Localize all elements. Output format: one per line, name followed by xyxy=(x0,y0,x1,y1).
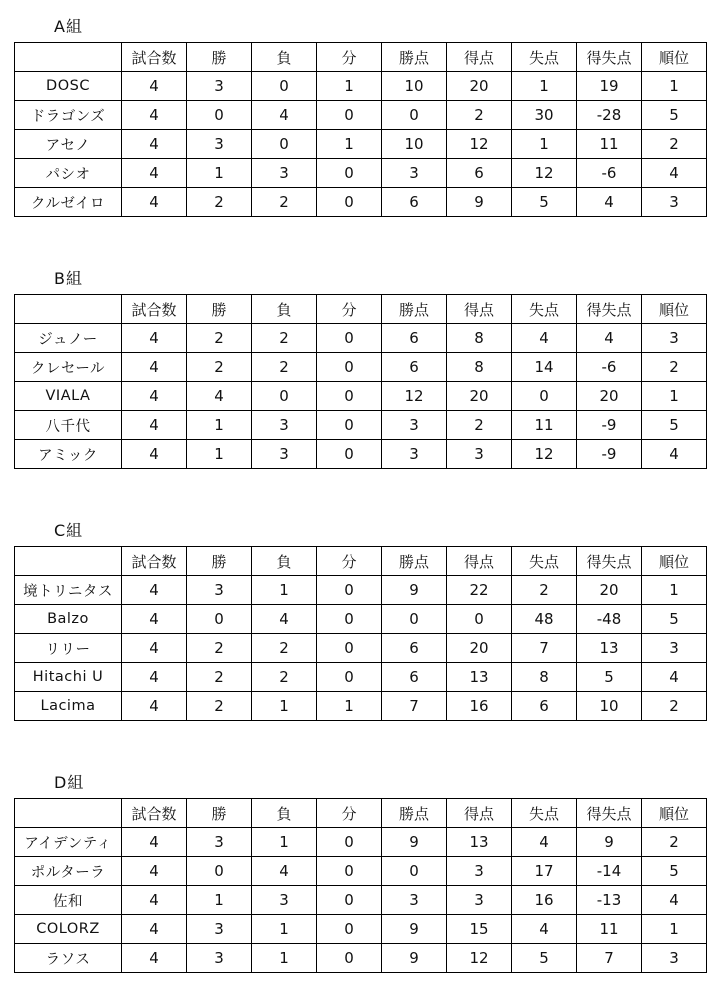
table-row xyxy=(15,634,707,663)
losses-cell: 4 xyxy=(252,605,317,634)
goal-difference-cell: 20 xyxy=(577,382,642,411)
group-title: A組 xyxy=(54,17,83,36)
team-name-cell: 境トリニタス xyxy=(15,576,122,605)
table-row xyxy=(15,188,707,217)
table-row xyxy=(15,576,707,605)
losses-cell: 0 xyxy=(252,130,317,159)
column-header-draws: 分 xyxy=(317,547,382,576)
goals-for-cell: 20 xyxy=(447,634,512,663)
column-header-rank: 順位 xyxy=(642,547,707,576)
team-name-cell: リリー xyxy=(15,634,122,663)
losses-cell: 2 xyxy=(252,324,317,353)
goals-for-cell: 3 xyxy=(447,440,512,469)
goals-for-cell: 2 xyxy=(447,101,512,130)
goals-against-cell: 17 xyxy=(512,857,577,886)
losses-cell: 4 xyxy=(252,857,317,886)
table-row xyxy=(15,663,707,692)
wins-cell: 1 xyxy=(187,411,252,440)
goal-difference-cell: 11 xyxy=(577,915,642,944)
draws-cell: 1 xyxy=(317,72,382,101)
points-cell: 10 xyxy=(382,72,447,101)
draws-cell: 0 xyxy=(317,576,382,605)
wins-cell: 3 xyxy=(187,944,252,973)
goals-for-cell: 13 xyxy=(447,663,512,692)
goals-against-cell: 11 xyxy=(512,411,577,440)
goal-difference-cell: 13 xyxy=(577,634,642,663)
rank-cell: 4 xyxy=(642,886,707,915)
rank-cell: 4 xyxy=(642,440,707,469)
column-header-points: 勝点 xyxy=(382,547,447,576)
goals-against-cell: 4 xyxy=(512,324,577,353)
games-played-cell: 4 xyxy=(122,411,187,440)
rank-cell: 2 xyxy=(642,130,707,159)
column-header-goals-for: 得点 xyxy=(447,295,512,324)
header-blank-cell xyxy=(15,43,122,72)
standings-table xyxy=(14,798,707,973)
goals-against-cell: 16 xyxy=(512,886,577,915)
rank-cell: 4 xyxy=(642,159,707,188)
wins-cell: 2 xyxy=(187,188,252,217)
standings-table xyxy=(14,546,707,721)
games-played-cell: 4 xyxy=(122,101,187,130)
team-name-cell: パシオ xyxy=(15,159,122,188)
table-row xyxy=(15,324,707,353)
points-cell: 6 xyxy=(382,634,447,663)
column-header-draws: 分 xyxy=(317,43,382,72)
column-header-goals-for: 得点 xyxy=(447,43,512,72)
wins-cell: 2 xyxy=(187,324,252,353)
wins-cell: 2 xyxy=(187,353,252,382)
table-row xyxy=(15,828,707,857)
rank-cell: 1 xyxy=(642,915,707,944)
column-header-games-played: 試合数 xyxy=(122,547,187,576)
goal-difference-cell: 10 xyxy=(577,692,642,721)
team-name-cell: Lacima xyxy=(15,692,122,721)
points-cell: 0 xyxy=(382,101,447,130)
points-cell: 7 xyxy=(382,692,447,721)
draws-cell: 0 xyxy=(317,101,382,130)
goals-against-cell: 12 xyxy=(512,440,577,469)
table-row xyxy=(15,605,707,634)
losses-cell: 1 xyxy=(252,828,317,857)
draws-cell: 1 xyxy=(317,692,382,721)
column-header-rank: 順位 xyxy=(642,799,707,828)
column-header-goals-against: 失点 xyxy=(512,547,577,576)
column-header-rank: 順位 xyxy=(642,295,707,324)
points-cell: 12 xyxy=(382,382,447,411)
losses-cell: 0 xyxy=(252,382,317,411)
draws-cell: 0 xyxy=(317,440,382,469)
column-header-wins: 勝 xyxy=(187,295,252,324)
column-header-goals-for: 得点 xyxy=(447,547,512,576)
header-blank-cell xyxy=(15,799,122,828)
goal-difference-cell: 11 xyxy=(577,130,642,159)
goals-against-cell: 5 xyxy=(512,944,577,973)
draws-cell: 0 xyxy=(317,382,382,411)
wins-cell: 0 xyxy=(187,605,252,634)
rank-cell: 4 xyxy=(642,663,707,692)
goal-difference-cell: -6 xyxy=(577,159,642,188)
goals-against-cell: 14 xyxy=(512,353,577,382)
points-cell: 9 xyxy=(382,576,447,605)
team-name-cell: 佐和 xyxy=(15,886,122,915)
wins-cell: 1 xyxy=(187,440,252,469)
team-name-cell: 八千代 xyxy=(15,411,122,440)
wins-cell: 2 xyxy=(187,692,252,721)
draws-cell: 0 xyxy=(317,159,382,188)
games-played-cell: 4 xyxy=(122,159,187,188)
header-row xyxy=(15,547,707,576)
goals-against-cell: 0 xyxy=(512,382,577,411)
points-cell: 9 xyxy=(382,828,447,857)
goal-difference-cell: -48 xyxy=(577,605,642,634)
draws-cell: 0 xyxy=(317,605,382,634)
points-cell: 9 xyxy=(382,915,447,944)
goals-for-cell: 8 xyxy=(447,353,512,382)
goals-for-cell: 0 xyxy=(447,605,512,634)
draws-cell: 0 xyxy=(317,353,382,382)
column-header-goals-against: 失点 xyxy=(512,295,577,324)
team-name-cell: COLORZ xyxy=(15,915,122,944)
column-header-games-played: 試合数 xyxy=(122,799,187,828)
table-row xyxy=(15,411,707,440)
wins-cell: 4 xyxy=(187,382,252,411)
goals-against-cell: 48 xyxy=(512,605,577,634)
goal-difference-cell: -6 xyxy=(577,353,642,382)
column-header-points: 勝点 xyxy=(382,295,447,324)
points-cell: 3 xyxy=(382,411,447,440)
team-name-cell: VIALA xyxy=(15,382,122,411)
goals-for-cell: 20 xyxy=(447,382,512,411)
header-row xyxy=(15,799,707,828)
header-blank-cell xyxy=(15,295,122,324)
column-header-wins: 勝 xyxy=(187,547,252,576)
wins-cell: 3 xyxy=(187,576,252,605)
losses-cell: 1 xyxy=(252,944,317,973)
rank-cell: 5 xyxy=(642,411,707,440)
team-name-cell: Hitachi U xyxy=(15,663,122,692)
table-row xyxy=(15,72,707,101)
games-played-cell: 4 xyxy=(122,692,187,721)
goals-for-cell: 16 xyxy=(447,692,512,721)
rank-cell: 5 xyxy=(642,605,707,634)
column-header-goals-against: 失点 xyxy=(512,799,577,828)
goal-difference-cell: 4 xyxy=(577,324,642,353)
rank-cell: 5 xyxy=(642,101,707,130)
goal-difference-cell: -14 xyxy=(577,857,642,886)
wins-cell: 0 xyxy=(187,857,252,886)
team-name-cell: DOSC xyxy=(15,72,122,101)
rank-cell: 2 xyxy=(642,692,707,721)
games-played-cell: 4 xyxy=(122,886,187,915)
draws-cell: 0 xyxy=(317,915,382,944)
column-header-goal-difference: 得失点 xyxy=(577,547,642,576)
goals-for-cell: 13 xyxy=(447,828,512,857)
goals-for-cell: 6 xyxy=(447,159,512,188)
points-cell: 0 xyxy=(382,605,447,634)
games-played-cell: 4 xyxy=(122,857,187,886)
losses-cell: 2 xyxy=(252,353,317,382)
goals-for-cell: 3 xyxy=(447,886,512,915)
team-name-cell: クルゼイロ xyxy=(15,188,122,217)
goals-for-cell: 9 xyxy=(447,188,512,217)
points-cell: 9 xyxy=(382,944,447,973)
group-title: C組 xyxy=(54,521,84,540)
table-row xyxy=(15,944,707,973)
goal-difference-cell: -9 xyxy=(577,411,642,440)
wins-cell: 3 xyxy=(187,915,252,944)
wins-cell: 3 xyxy=(187,828,252,857)
column-header-losses: 負 xyxy=(252,799,317,828)
column-header-rank: 順位 xyxy=(642,43,707,72)
draws-cell: 0 xyxy=(317,663,382,692)
goal-difference-cell: -9 xyxy=(577,440,642,469)
table-row xyxy=(15,159,707,188)
goals-for-cell: 12 xyxy=(447,130,512,159)
goals-for-cell: 2 xyxy=(447,411,512,440)
column-header-goals-against: 失点 xyxy=(512,43,577,72)
losses-cell: 1 xyxy=(252,915,317,944)
column-header-games-played: 試合数 xyxy=(122,43,187,72)
team-name-cell: アセノ xyxy=(15,130,122,159)
team-name-cell: ジュノー xyxy=(15,324,122,353)
wins-cell: 3 xyxy=(187,72,252,101)
wins-cell: 2 xyxy=(187,663,252,692)
group-title: D組 xyxy=(54,773,85,792)
goal-difference-cell: 9 xyxy=(577,828,642,857)
losses-cell: 2 xyxy=(252,634,317,663)
column-header-wins: 勝 xyxy=(187,43,252,72)
column-header-games-played: 試合数 xyxy=(122,295,187,324)
table-row xyxy=(15,692,707,721)
games-played-cell: 4 xyxy=(122,353,187,382)
team-name-cell: Balzo xyxy=(15,605,122,634)
goals-against-cell: 6 xyxy=(512,692,577,721)
goals-against-cell: 2 xyxy=(512,576,577,605)
points-cell: 6 xyxy=(382,324,447,353)
standings-table xyxy=(14,294,707,469)
games-played-cell: 4 xyxy=(122,440,187,469)
points-cell: 0 xyxy=(382,857,447,886)
team-name-cell: クレセール xyxy=(15,353,122,382)
goals-against-cell: 12 xyxy=(512,159,577,188)
table-row xyxy=(15,857,707,886)
goals-against-cell: 1 xyxy=(512,72,577,101)
column-header-points: 勝点 xyxy=(382,799,447,828)
rank-cell: 3 xyxy=(642,188,707,217)
losses-cell: 3 xyxy=(252,159,317,188)
table-row xyxy=(15,440,707,469)
goal-difference-cell: 19 xyxy=(577,72,642,101)
losses-cell: 1 xyxy=(252,576,317,605)
column-header-goal-difference: 得失点 xyxy=(577,43,642,72)
games-played-cell: 4 xyxy=(122,324,187,353)
goals-for-cell: 12 xyxy=(447,944,512,973)
games-played-cell: 4 xyxy=(122,188,187,217)
losses-cell: 4 xyxy=(252,101,317,130)
rank-cell: 1 xyxy=(642,72,707,101)
draws-cell: 1 xyxy=(317,130,382,159)
draws-cell: 0 xyxy=(317,944,382,973)
points-cell: 3 xyxy=(382,440,447,469)
goal-difference-cell: 4 xyxy=(577,188,642,217)
table-row xyxy=(15,886,707,915)
rank-cell: 3 xyxy=(642,324,707,353)
column-header-losses: 負 xyxy=(252,43,317,72)
column-header-losses: 負 xyxy=(252,295,317,324)
group-title: B組 xyxy=(54,269,83,288)
games-played-cell: 4 xyxy=(122,634,187,663)
goals-against-cell: 1 xyxy=(512,130,577,159)
points-cell: 3 xyxy=(382,886,447,915)
losses-cell: 0 xyxy=(252,72,317,101)
team-name-cell: ドラゴンズ xyxy=(15,101,122,130)
header-row xyxy=(15,295,707,324)
table-row xyxy=(15,382,707,411)
games-played-cell: 4 xyxy=(122,828,187,857)
column-header-goal-difference: 得失点 xyxy=(577,295,642,324)
losses-cell: 3 xyxy=(252,440,317,469)
goals-against-cell: 4 xyxy=(512,915,577,944)
goals-for-cell: 20 xyxy=(447,72,512,101)
team-name-cell: アミック xyxy=(15,440,122,469)
rank-cell: 1 xyxy=(642,576,707,605)
points-cell: 3 xyxy=(382,159,447,188)
draws-cell: 0 xyxy=(317,828,382,857)
games-played-cell: 4 xyxy=(122,663,187,692)
column-header-draws: 分 xyxy=(317,295,382,324)
column-header-wins: 勝 xyxy=(187,799,252,828)
games-played-cell: 4 xyxy=(122,72,187,101)
rank-cell: 5 xyxy=(642,857,707,886)
header-row xyxy=(15,43,707,72)
goal-difference-cell: 7 xyxy=(577,944,642,973)
losses-cell: 3 xyxy=(252,411,317,440)
losses-cell: 2 xyxy=(252,663,317,692)
goals-for-cell: 15 xyxy=(447,915,512,944)
goals-against-cell: 8 xyxy=(512,663,577,692)
column-header-losses: 負 xyxy=(252,547,317,576)
goal-difference-cell: -13 xyxy=(577,886,642,915)
wins-cell: 0 xyxy=(187,101,252,130)
goal-difference-cell: -28 xyxy=(577,101,642,130)
rank-cell: 2 xyxy=(642,828,707,857)
goal-difference-cell: 5 xyxy=(577,663,642,692)
draws-cell: 0 xyxy=(317,857,382,886)
points-cell: 10 xyxy=(382,130,447,159)
standings-table xyxy=(14,42,707,217)
column-header-draws: 分 xyxy=(317,799,382,828)
draws-cell: 0 xyxy=(317,188,382,217)
goals-against-cell: 7 xyxy=(512,634,577,663)
goals-against-cell: 4 xyxy=(512,828,577,857)
points-cell: 6 xyxy=(382,663,447,692)
header-blank-cell xyxy=(15,547,122,576)
losses-cell: 3 xyxy=(252,886,317,915)
rank-cell: 3 xyxy=(642,944,707,973)
wins-cell: 1 xyxy=(187,159,252,188)
draws-cell: 0 xyxy=(317,886,382,915)
goals-for-cell: 22 xyxy=(447,576,512,605)
losses-cell: 1 xyxy=(252,692,317,721)
goal-difference-cell: 20 xyxy=(577,576,642,605)
points-cell: 6 xyxy=(382,353,447,382)
wins-cell: 3 xyxy=(187,130,252,159)
table-row xyxy=(15,130,707,159)
games-played-cell: 4 xyxy=(122,944,187,973)
rank-cell: 2 xyxy=(642,353,707,382)
draws-cell: 0 xyxy=(317,324,382,353)
team-name-cell: ポルターラ xyxy=(15,857,122,886)
draws-cell: 0 xyxy=(317,634,382,663)
goals-for-cell: 8 xyxy=(447,324,512,353)
games-played-cell: 4 xyxy=(122,130,187,159)
column-header-goal-difference: 得失点 xyxy=(577,799,642,828)
table-row xyxy=(15,915,707,944)
wins-cell: 2 xyxy=(187,634,252,663)
games-played-cell: 4 xyxy=(122,915,187,944)
team-name-cell: アイデンティ xyxy=(15,828,122,857)
losses-cell: 2 xyxy=(252,188,317,217)
draws-cell: 0 xyxy=(317,411,382,440)
games-played-cell: 4 xyxy=(122,605,187,634)
column-header-points: 勝点 xyxy=(382,43,447,72)
table-row xyxy=(15,353,707,382)
rank-cell: 3 xyxy=(642,634,707,663)
table-row xyxy=(15,101,707,130)
goals-for-cell: 3 xyxy=(447,857,512,886)
goals-against-cell: 5 xyxy=(512,188,577,217)
goals-against-cell: 30 xyxy=(512,101,577,130)
games-played-cell: 4 xyxy=(122,382,187,411)
column-header-goals-for: 得点 xyxy=(447,799,512,828)
games-played-cell: 4 xyxy=(122,576,187,605)
points-cell: 6 xyxy=(382,188,447,217)
rank-cell: 1 xyxy=(642,382,707,411)
wins-cell: 1 xyxy=(187,886,252,915)
team-name-cell: ラソス xyxy=(15,944,122,973)
